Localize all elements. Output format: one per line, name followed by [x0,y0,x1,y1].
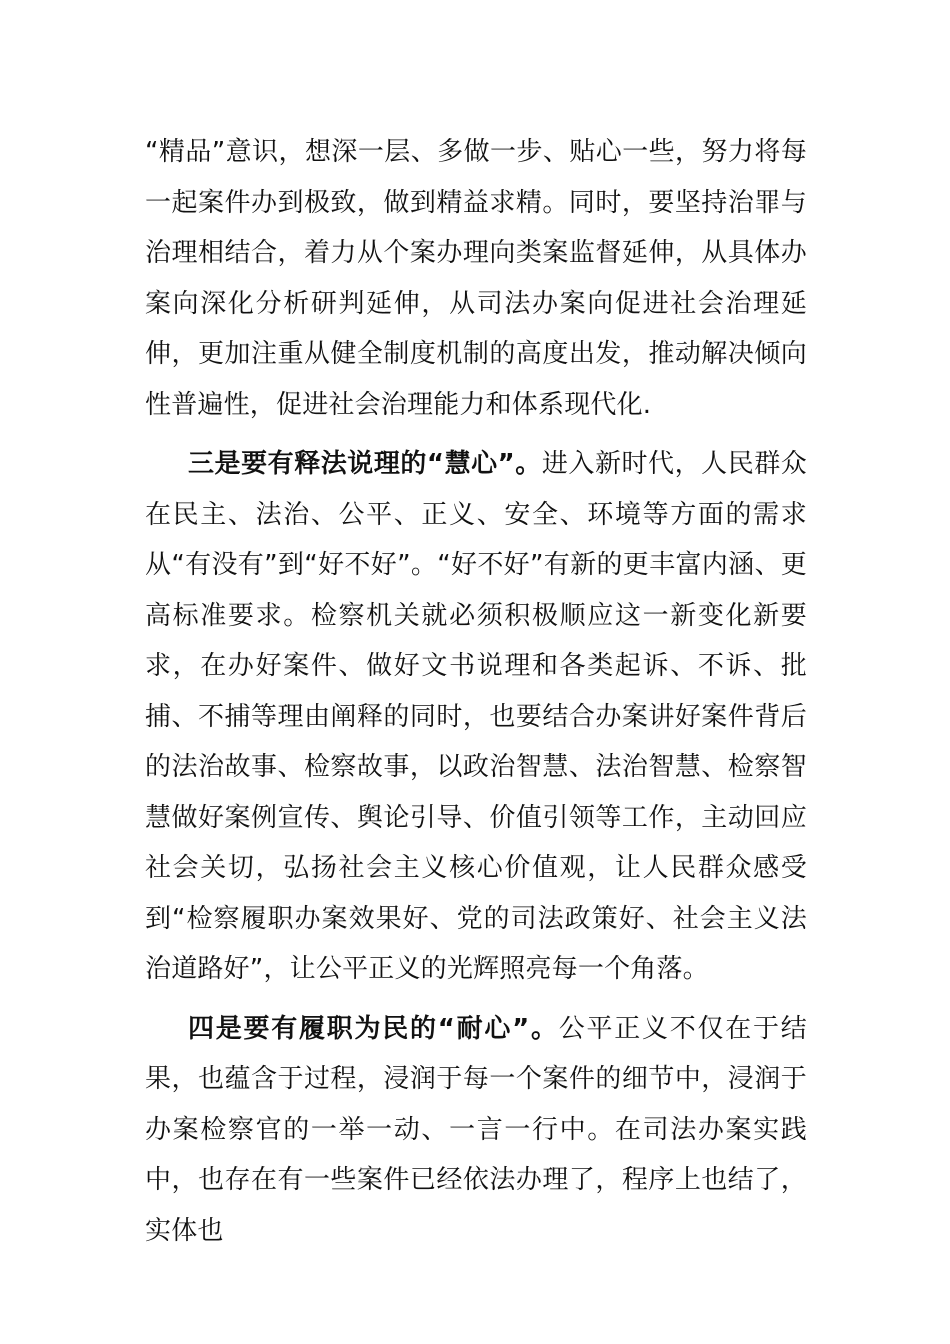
paragraph-continuation [145,127,807,430]
paragraph-text: 进入新时代，人民群众在民主、法治、公平、正义、安全、环境等方面的需求从“有没有”到“好不好”。“好不好”有新的更丰富内涵、更高标准要求。检察机关就必须积极顺应这一新变化新要求，在办好案件、做好文书说理和各类起诉、不诉、批捕、不捕等理由阐释的同时，也要结合办案讲好案件背后的法治故事、检察故事，以政治智慧、法治智慧、检察智慧做好案例宣传、舆论引导、价值引领等工作，主动回应社会关切，弘扬社会主义核心价值观，让人民群众感受到“检察履职办案效果好、党的司法政策好、社会主义法治道路好”，让公平正义的光辉照亮每一个角落。 [145,449,807,984]
document-body [145,127,807,1256]
paragraph-text: “精品”意识，想深一层、多做一步、贴心一些，努力将每一起案件办到极致，做到精益求精。同时，要坚持治罪与治理相结合，着力从个案办理向类案监督延伸，从具体办案向深化分析研判延伸，从司法办案向促进社会治理延伸，更加注重从健全制度机制的高度出发，推动解决倾向性普遍性，促进社会治理能力和体系现代化. [145,137,807,420]
section-heading-three: 三是要有释法说理的“慧心”。 [188,449,542,479]
section-heading-four: 四是要有履职为民的“耐心”。 [188,1013,559,1044]
paragraph-text: 公平正义不仅在于结果，也蕴含于过程，浸润于每一个案件的细节中，浸润于办案检察官的一举一动、一言一行中。在司法办案实践中，也存在有一些案件已经依法办理了，程序上也结了，实体也 [145,1013,807,1246]
paragraph-section-three [145,439,807,995]
paragraph-section-four [145,1004,807,1257]
